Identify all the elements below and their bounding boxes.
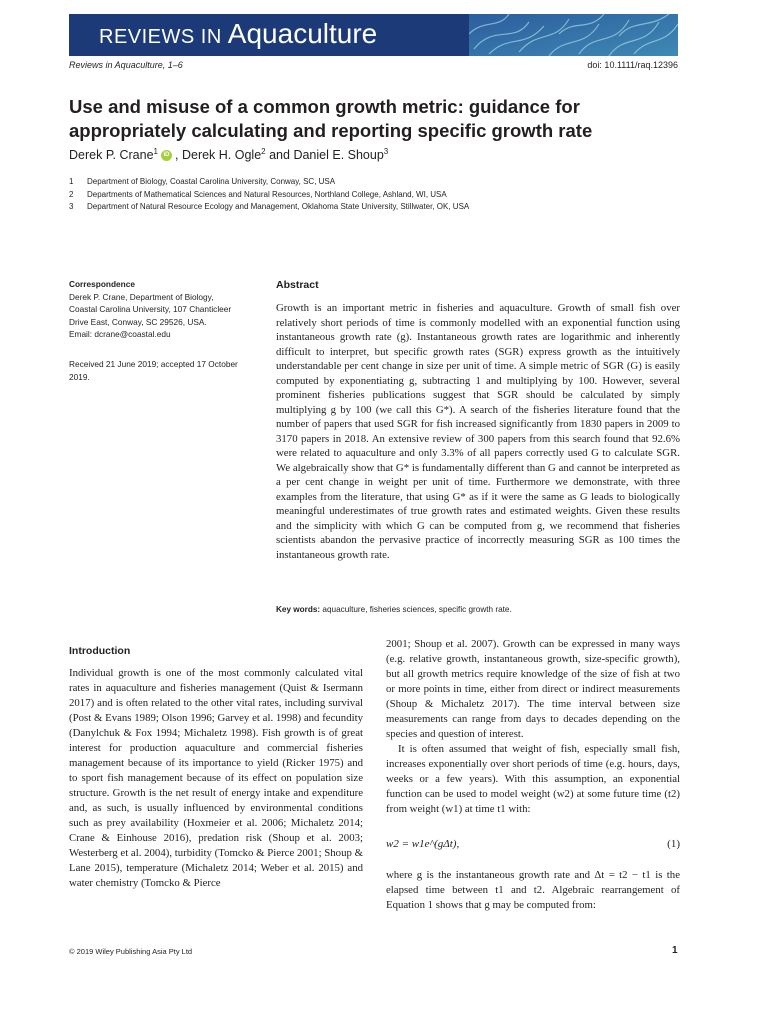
page-number: 1 — [672, 945, 678, 956]
correspondence-email[interactable]: Email: dcrane@coastal.edu — [69, 329, 171, 339]
affiliation-item: 3 Department of Natural Resource Ecology and Management, Oklahoma State University, Stillwater, OK, USA — [69, 202, 470, 211]
body-column-right — [386, 637, 680, 817]
abstract-heading: Abstract — [276, 279, 319, 291]
running-head: Reviews in Aquaculture, 1–6 — [69, 60, 183, 70]
brand-small: REVIEWS IN — [99, 26, 222, 48]
affiliation-item: 2 Departments of Mathematical Sciences and Natural Resources, Northland College, Ashland, WI, USA — [69, 189, 447, 199]
keywords — [276, 605, 512, 614]
equation-number: (1) — [667, 838, 680, 850]
author-sup: 3 — [383, 147, 389, 156]
affiliation-item: 1 Department of Biology, Coastal Carolina University, Conway, SC, USA — [69, 177, 336, 186]
body-paragraph: Individual growth is one of the most commonly calculated vital rates in aquaculture and fisheries management (Quist & Isermann 2017) and is often related to the other vital rates, including survival (Post & Evans 1989; Olson 1996; Garvey et al. 1998) and fecundity (Danylchuk & Fox 1994; Michaletz 1998). Fish growth is of great interest for production aquaculture and commercial fisheries management because of its importance to yield (Ricker 1975) and to sport fish management because of its effect on population size structure. Growth is the net result of energy intake and expenditure and, as such, is usually influenced by environmental conditions such as prey availability (Hoxmeier et al. 2006; Michaletz 2014; Crane & Einhouse 2016), predation risk (Shoup et al. 2003; Westerberg et al. 2004), turbidity (Tomcko & Pierce 2001; Shoup & Lane 2015), temperature (Michaletz 2014; Weber et al. 2015) and water chemistry (Tomcko & Pierce — [69, 667, 363, 889]
correspondence-label: Correspondence — [69, 279, 135, 289]
body-column-right-continued — [386, 868, 680, 913]
author-sup: 1 — [153, 147, 158, 156]
author-name: Daniel E. Shoup — [293, 148, 384, 163]
received-dates: Received 21 June 2019; accepted 17 October 2019. — [69, 359, 238, 382]
correspondence-block — [69, 278, 264, 341]
abstract-text: Growth is an important metric in fisheries and aquaculture. Growth of small fish over relatively short periods of time is commonly modelled with an exponential function using instantaneous growth rate (g). Instantaneous growth rates are logarithmic and inherently difficult to interpret, but specific growth rates (SGR) express growth as the intuitively understandable per cent change in size per unit of time. A simple metric of SGR (G) is easily computed by exponentiating g, subtracting 1 and multiplying by 100. However, several prominent fisheries publications suggest that SGR should be calculated by simply multiplying g by 100 (we call this G*). A search of the fisheries literature found that the number of papers that used SGR for fish increased significantly from 1830 papers in 2009 to 3170 papers in 2018. An extensive review of 300 papers from this search found that 92.6% were related to aquaculture and only 3.3% of all papers correctly used G to calculate SGR. We algebraically show that G* is fundamentally different than G and cannot be interpreted as a per cent change in weight per unit of time. Furthermore we demonstrate, with three examples from the literature, that using G* as if it were the same as G leads to biologically meaningful underestimates of true growth rates and estimated weights. Given these results and the simplicity with which G can be computed from g, we recommend that fisheries scientists abandon the pervasive practice of incorrectly measuring SGR as 100 times the instantaneous growth rate. — [276, 302, 680, 561]
correspondence-line: Drive East, Conway, SC 29526, USA. — [69, 316, 207, 327]
equation-1 — [386, 838, 680, 850]
author-sup: 2 — [261, 147, 266, 156]
section-heading-introduction: Introduction — [69, 645, 131, 657]
fish-pattern-graphic — [469, 14, 678, 56]
keywords-text: aquaculture, fisheries sciences, specific growth rate. — [322, 605, 512, 614]
author-name: Derek P. Crane — [69, 148, 154, 163]
correspondence-line: Derek P. Crane, Department of Biology, — [69, 291, 214, 302]
doi[interactable]: doi: 10.1111/raq.12396 — [587, 60, 678, 70]
article-title: Use and misuse of a common growth metric: guidance for appropriately calculating and reporting specific growth rate — [69, 96, 593, 141]
footer-copyright: © 2019 Wiley Publishing Asia Pty Ltd — [69, 947, 193, 956]
journal-brand — [99, 18, 377, 50]
author-name: Derek H. Ogle — [181, 148, 262, 163]
orcid-icon[interactable]: iD — [161, 150, 172, 161]
author-separator: , — [175, 148, 179, 163]
body-paragraph: 2001; Shoup et al. 2007). Growth can be expressed in many ways (e.g. relative growth, instantaneous growth, size-specific growth), but all growth metrics require knowledge of the size of fish at two or more points in time, either from direct or indirect measurements (Shoup & Michaletz 2017). The time interval between size measurements can range from days to decades depending on the species and question of interest. — [386, 638, 680, 740]
body-paragraph: where g is the instantaneous growth rate and Δt = t2 − t1 is the elapsed time between t1 and t2. Algebraic rearrangement of Equation 1 shows that g may be computed from: — [386, 869, 680, 911]
body-paragraph: It is often assumed that weight of fish, especially small fish, increases exponentially over short periods of time (e.g. hours, days, weeks or a few years). With this assumption, an exponential function can be used to model weight (w2) at some future time (t2) from weight (w1) at time t1 with: — [386, 743, 680, 815]
body-column-left — [69, 666, 363, 891]
journal-banner — [69, 14, 678, 56]
brand-large: Aquaculture — [227, 18, 378, 49]
equation-text: w2 = w1e^(gΔt), — [386, 838, 460, 850]
affiliations — [69, 176, 469, 214]
author-list — [69, 147, 388, 162]
correspondence-line: Coastal Carolina University, 107 Chanticleer — [69, 304, 232, 314]
keywords-label: Key words: — [276, 605, 321, 614]
author-connector: and — [269, 148, 290, 163]
